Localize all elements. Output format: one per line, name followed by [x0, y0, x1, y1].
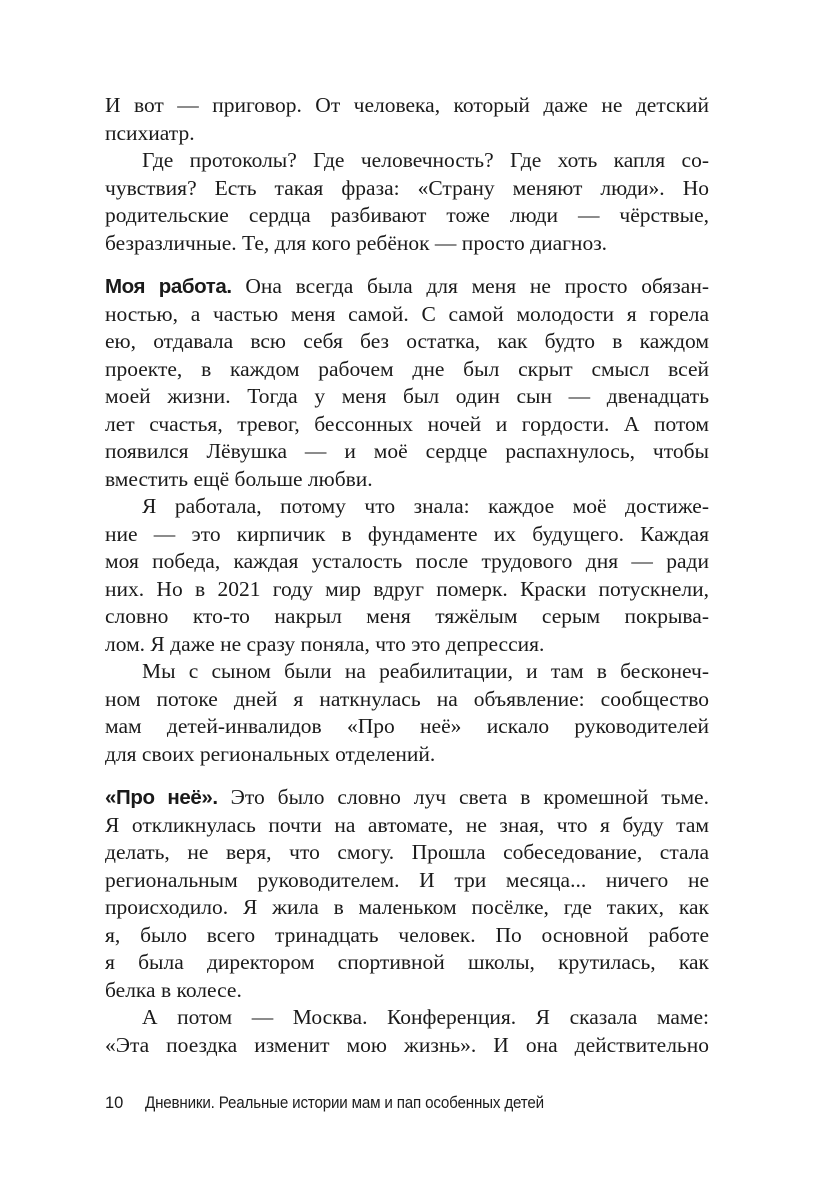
text-line: моя победа, каждая усталость после трудового дня — ради [105, 549, 709, 573]
paragraph-lead: «Про неё». [105, 786, 218, 809]
text-line: родительские сердца разбивают тоже люди — чёрствые, [105, 203, 709, 227]
paragraph [105, 147, 709, 257]
text-line: мам детей-инвалидов «Про неё» искало руководителей [105, 714, 709, 738]
text-line: Где протоколы? Где человечность? Где хоть капля со- [142, 148, 709, 172]
text-line: лом. Я даже не сразу поняла, что это депрессия. [105, 631, 545, 656]
text-line: Моя работа. Она всегда была для меня не просто обязан- [105, 274, 709, 298]
text-line: лет счастья, тревог, бессонных ночей и гордости. А потом [105, 411, 709, 436]
text-line: Я работала, потому что знала: каждое моё достиже- [142, 494, 709, 518]
text-line: А потом — Москва. Конференция. Я сказала маме: [142, 1005, 709, 1029]
text-line: Я откликнулась почти на автомате, не зная, что я буду там [105, 812, 709, 837]
section-paragraph [105, 273, 709, 493]
section-paragraph [105, 784, 709, 1004]
page-number: 10 [105, 1094, 124, 1112]
text-line: делать, не веря, что смогу. Прошла собеседование, стала [105, 840, 709, 864]
text-line: происходило. Я жила в маленьком посёлке, где таких, как [105, 895, 709, 919]
text-line: ном потоке дней я наткнулась на объявление: сообщество [105, 686, 709, 711]
text-line: появился Лёвушка — и моё сердце распахнулось, чтобы [105, 439, 709, 463]
text-line: я, было всего тринадцать человек. По основной работе [105, 922, 709, 947]
text-line: ею, отдавала всю себя без остатка, как будто в каждом [105, 329, 709, 353]
text-line: Мы с сыном были на реабилитации, и там в бесконеч- [142, 659, 709, 683]
paragraph [105, 1004, 709, 1059]
text-line: региональным руководителем. И три месяца... ничего не [105, 867, 709, 892]
text-line: «Эта поездка изменит мою жизнь». И она действительно [105, 1032, 709, 1057]
page-footer [105, 1094, 709, 1113]
text-line: И вот — приговор. От человека, который даже не детский [105, 93, 709, 117]
text-line: ние — это кирпичик в фундаменте их будущего. Каждая [105, 521, 709, 546]
text-line: вместить ещё больше любви. [105, 466, 373, 491]
text-line: них. Но в 2021 году мир вдруг померк. Краски потускнели, [105, 576, 709, 601]
text-line: белка в колесе. [105, 977, 242, 1002]
running-title: Дневники. Реальные истории мам и пап особенных детей [145, 1094, 545, 1112]
paragraph [105, 658, 709, 768]
text-line: безразличные. Те, для кого ребёнок — просто диагноз. [105, 230, 608, 255]
text-line: чувствия? Есть такая фраза: «Страну меняют люди». Но [105, 175, 709, 200]
paragraph [105, 493, 709, 658]
text-line: для своих региональных отделений. [105, 741, 436, 766]
paragraph [105, 92, 709, 147]
text-line: психиатр. [105, 120, 195, 145]
paragraph-lead: Моя работа. [105, 275, 232, 298]
text-line: моей жизни. Тогда у меня был один сын — двенадцать [105, 384, 709, 408]
page-text [105, 92, 709, 1059]
text-line: я была директором спортивной школы, крутилась, как [105, 950, 709, 974]
text-line: ностью, а частью меня самой. С самой молодости я горела [105, 301, 709, 326]
text-line: проекте, в каждом рабочем дне был скрыт смысл всей [105, 356, 709, 381]
text-line: «Про неё». Это было словно луч света в кромешной тьме. [105, 785, 709, 809]
text-line: словно кто-то накрыл меня тяжёлым серым покрыва- [105, 604, 709, 628]
